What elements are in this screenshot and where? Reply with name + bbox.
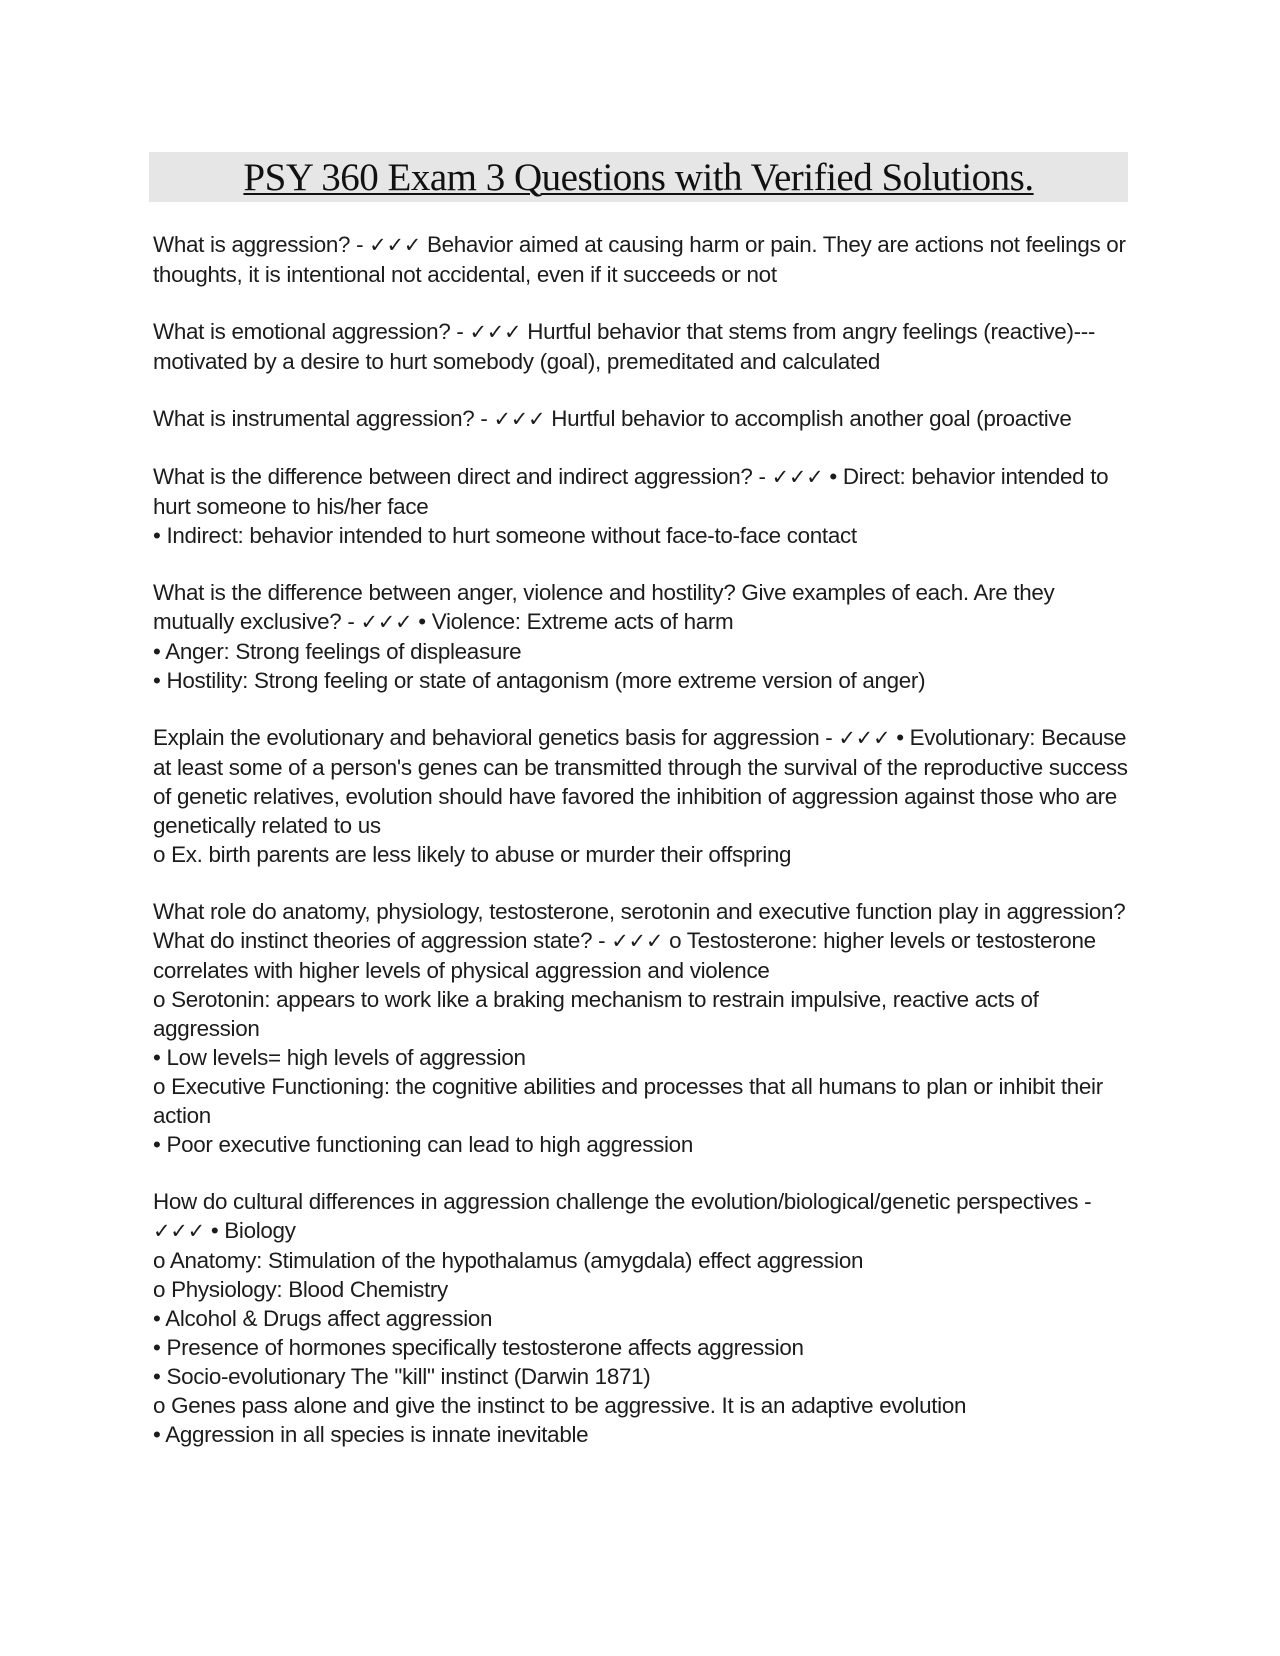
question-text: What is instrumental aggression? xyxy=(153,406,475,431)
answer-line: • Biology xyxy=(210,1218,296,1243)
qa-first-line: What is the difference between direct and indirect aggression? - ✓✓✓ • Direct: behavior intended to hurt someone to his/her face xyxy=(153,464,1109,519)
qa-first-line: Explain the evolutionary and behavioral genetics basis for aggression - ✓✓✓ • Evolutionary: Because at least some of a person's genes can be transmitted through the survival of the reproductive success of genetic relatives, evolution should have favored the inhibition of aggression against those who are genetically related to us xyxy=(153,725,1128,838)
question-text: What is the difference between direct and indirect aggression? xyxy=(153,464,753,489)
answer-line: o Anatomy: Stimulation of the hypothalamus (amygdala) effect aggression xyxy=(153,1248,864,1273)
question-text: What is aggression? xyxy=(153,232,351,257)
check-marks-icon: ✓✓✓ xyxy=(369,233,422,257)
qa-first-line: What is the difference between anger, violence and hostility? Give examples of each. Are they mutually exclusive? - ✓✓✓ • Violence: Extreme acts of harm xyxy=(153,580,1055,634)
answer-line: o Physiology: Blood Chemistry xyxy=(153,1277,448,1302)
answer-line: • Evolutionary: Because at least some of a person's genes can be transmitted through the survival of the reproductive success of genetic relatives, evolution should have favored the inhibition of aggression against those who are genetically related to us xyxy=(153,725,1128,838)
answer-line: Hurtful behavior to accomplish another goal (proactive xyxy=(551,406,1072,431)
answer-line: • Alcohol & Drugs affect aggression xyxy=(153,1306,493,1331)
qa-first-line: What is instrumental aggression? - ✓✓✓ Hurtful behavior to accomplish another goal (proactive xyxy=(153,406,1072,431)
answer-line: o Serotonin: appears to work like a braking mechanism to restrain impulsive, reactive acts of aggression xyxy=(153,987,1039,1041)
qa-item-emotional-aggression xyxy=(153,317,1133,376)
qa-item-aggression xyxy=(153,230,1133,289)
check-marks-icon: ✓✓✓ xyxy=(469,320,522,344)
check-marks-icon: ✓✓✓ xyxy=(611,929,664,953)
answer-line: • Direct: behavior intended to hurt someone to his/her face xyxy=(153,464,1109,519)
question-text: Explain the evolutionary and behavioral genetics basis for aggression xyxy=(153,725,820,750)
answer-line: • Violence: Extreme acts of harm xyxy=(418,609,734,634)
qa-first-line: How do cultural differences in aggression challenge the evolution/biological/genetic perspectives - ✓✓✓ • Biology xyxy=(153,1189,1092,1243)
answer-line: Hurtful behavior that stems from angry feelings (reactive)--- motivated by a desire to hurt somebody (goal), premeditated and calculated xyxy=(153,319,1096,374)
qa-item-direct-indirect xyxy=(153,462,1133,550)
answer-line: • Indirect: behavior intended to hurt someone without face-to-face contact xyxy=(153,523,857,548)
answer-line: • Aggression in all species is innate inevitable xyxy=(153,1422,589,1447)
qa-item-anger-violence-hostility xyxy=(153,578,1133,695)
qa-item-anatomy-physiology xyxy=(153,897,1133,1159)
answer-line: • Low levels= high levels of aggression xyxy=(153,1045,526,1070)
check-marks-icon: ✓✓✓ xyxy=(838,726,891,750)
check-marks-icon: ✓✓✓ xyxy=(493,407,546,431)
check-marks-icon: ✓✓✓ xyxy=(771,465,824,489)
answer-line: • Hostility: Strong feeling or state of antagonism (more extreme version of anger) xyxy=(153,668,926,693)
answer-line: • Socio-evolutionary The "kill" instinct (Darwin 1871) xyxy=(153,1364,651,1389)
qa-item-evolutionary-genetics xyxy=(153,723,1133,869)
answer-line: • Anger: Strong feelings of displeasure xyxy=(153,639,522,664)
qa-item-cultural-differences xyxy=(153,1187,1133,1449)
answer-line: • Poor executive functioning can lead to high aggression xyxy=(153,1132,693,1157)
answer-line: o Ex. birth parents are less likely to abuse or murder their offspring xyxy=(153,842,792,867)
question-text: What is emotional aggression? xyxy=(153,319,451,344)
answer-line: o Testosterone: higher levels or testosterone correlates with higher levels of physical aggression and violence xyxy=(153,928,1096,983)
question-text: What role do anatomy, physiology, testosterone, serotonin and executive function play in aggression? What do instinct theories of aggression state? xyxy=(153,899,1126,953)
answer-line: o Executive Functioning: the cognitive abilities and processes that all humans to plan or inhibit their action xyxy=(153,1074,1103,1128)
title-banner xyxy=(149,152,1128,202)
qa-first-line: What is aggression? - ✓✓✓ Behavior aimed at causing harm or pain. They are actions not feelings or thoughts, it is intentional not accidental, even if it succeeds or not xyxy=(153,232,1126,287)
check-marks-icon: ✓✓✓ xyxy=(360,610,413,634)
qa-list xyxy=(153,230,1133,1477)
document-title: PSY 360 Exam 3 Questions with Verified Solutions. xyxy=(243,155,1034,199)
answer-line: Behavior aimed at causing harm or pain. They are actions not feelings or thoughts, it is intentional not accidental, even if it succeeds or not xyxy=(153,232,1126,287)
answer-line: • Presence of hormones specifically testosterone affects aggression xyxy=(153,1335,804,1360)
qa-item-instrumental-aggression xyxy=(153,404,1133,434)
check-marks-icon: ✓✓✓ xyxy=(153,1219,205,1243)
question-text: How do cultural differences in aggression challenge the evolution/biological/genetic perspectives xyxy=(153,1189,1079,1214)
qa-first-line: What is emotional aggression? - ✓✓✓ Hurtful behavior that stems from angry feelings (reactive)--- motivated by a desire to hurt somebody (goal), premeditated and calculated xyxy=(153,319,1096,374)
question-text: What is the difference between anger, violence and hostility? Give examples of each. Are they mutually exclusive? xyxy=(153,580,1055,634)
qa-first-line: What role do anatomy, physiology, testosterone, serotonin and executive function play in aggression? What do instinct theories of aggression state? - ✓✓✓ o Testosterone: higher levels or testosterone correlates with higher levels of physical aggression and violence xyxy=(153,899,1126,983)
answer-line: o Genes pass alone and give the instinct to be aggressive. It is an adaptive evolution xyxy=(153,1393,967,1418)
